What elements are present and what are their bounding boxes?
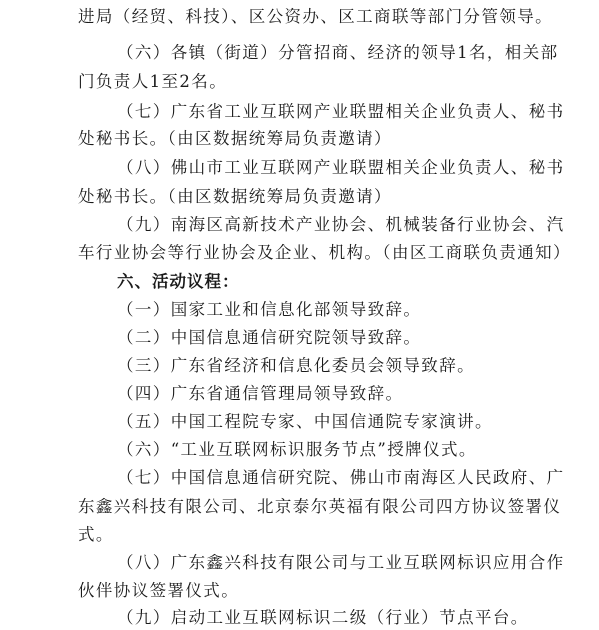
agenda-item-9: （九）启动工业互联网标识二级（行业）节点平台。 <box>117 608 529 627</box>
text-line-7: 处秘书长。（由区数据统筹局负责邀请） <box>78 187 392 206</box>
text-line-4: （七）广东省工业互联网产业联盟相关企业负责人、秘书 <box>117 102 565 121</box>
agenda-item-7-line-3: 式。 <box>78 525 114 544</box>
agenda-item-8-line-1: （八）广东鑫兴科技有限公司与工业互联网标识应用合作 <box>117 553 565 572</box>
section-heading-agenda: 六、活动议程： <box>117 272 240 291</box>
agenda-item-7-line-1: （七）中国信息通信研究院、佛山市南海区人民政府、广 <box>117 468 565 487</box>
text-line-8: （九）南海区高新技术产业协会、机械装备行业协会、汽 <box>117 215 565 234</box>
agenda-item-5: （五）中国工程院专家、中国信通院专家演讲。 <box>117 412 493 431</box>
agenda-item-4: （四）广东省通信管理局领导致辞。 <box>117 384 404 403</box>
agenda-item-6: （六）“工业互联网标识服务节点”授牌仪式。 <box>117 440 477 459</box>
text-line-6: （八）佛山市工业互联网产业联盟相关企业负责人、秘书 <box>117 158 565 177</box>
text-line-5: 处秘书长。（由区数据统筹局负责邀请） <box>78 129 392 148</box>
agenda-item-8-line-2: 伙伴协议签署仪式。 <box>78 581 240 600</box>
agenda-item-3: （三）广东省经济和信息化委员会领导致辞。 <box>117 356 475 375</box>
text-line-3: 门负责人1至2名。 <box>78 72 228 91</box>
agenda-item-2: （二）中国信息通信研究院领导致辞。 <box>117 328 422 347</box>
text-line-9: 车行业协会等行业协会及企业、机构。（由区工商联负责通知） <box>78 243 571 262</box>
text-line-2: （六）各镇（街道）分管招商、经济的领导1名，相关部 <box>117 43 559 62</box>
text-line-1: 进局（经贸、科技）、区公资办、区工商联等部门分管领导。 <box>78 7 554 26</box>
agenda-item-1: （一）国家工业和信息化部领导致辞。 <box>117 300 422 319</box>
agenda-item-7-line-2: 东鑫兴科技有限公司、北京泰尔英福有限公司四方协议签署仪 <box>78 497 562 516</box>
